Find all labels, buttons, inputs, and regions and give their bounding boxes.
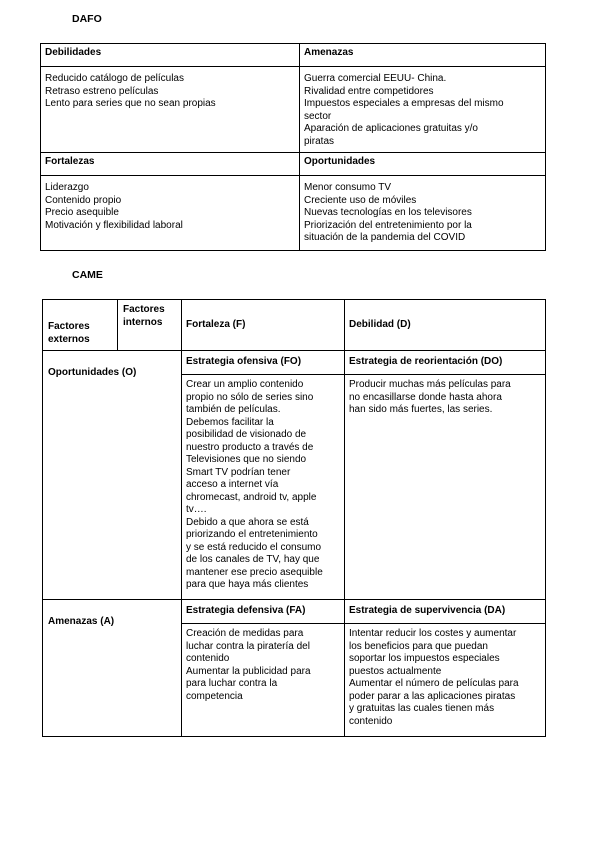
debilidades-header: Debilidades bbox=[41, 44, 300, 67]
list-item: sector bbox=[304, 110, 332, 122]
list-item: piratas bbox=[304, 135, 335, 147]
list-item: Lento para series que no sean propias bbox=[45, 98, 216, 109]
fortalezas-list bbox=[41, 176, 300, 251]
col-fortaleza: Fortaleza (F) bbox=[182, 300, 345, 351]
col-debilidad: Debilidad (D) bbox=[345, 300, 546, 351]
list-item: Precio asequible bbox=[45, 207, 119, 218]
came-title: CAME bbox=[72, 269, 103, 281]
fortalezas-header: Fortalezas bbox=[41, 153, 300, 176]
da-content: Intentar reducir los costes y aumentar los beneficios para que puedan soportar los impuestos especiales puestos actualmente Aumentar el número de películas para poder parar a las aplicaciones piratas y gratuitas las cuales tienen más contenido bbox=[345, 624, 546, 737]
list-item: Guerra comercial EEUU- China. bbox=[304, 73, 447, 84]
corner-internal: Factores internos bbox=[118, 300, 182, 351]
list-item: Retraso estreno películas bbox=[45, 85, 159, 97]
list-item: Rivalidad entre competidores bbox=[304, 85, 434, 97]
list-item: Menor consumo TV bbox=[304, 182, 392, 193]
dafo-title: DAFO bbox=[72, 13, 102, 25]
dafo-table bbox=[40, 43, 546, 251]
list-item: Motivación y flexibilidad laboral bbox=[45, 219, 183, 231]
amenazas-list bbox=[300, 67, 546, 153]
list-item: Creciente uso de móviles bbox=[304, 194, 417, 206]
corner-external: Factores externos bbox=[43, 300, 118, 351]
list-item: situación de la pandemia del COVID bbox=[304, 232, 466, 243]
list-item: Liderazgo bbox=[45, 182, 89, 193]
do-content: Producir muchas más películas para no encasillarse donde hasta ahora han sido más fuertes, las series. bbox=[345, 375, 546, 600]
list-item: Priorización del entretenimiento por la bbox=[304, 219, 472, 231]
list-item: Aparación de aplicaciones gratuitas y/o bbox=[304, 123, 478, 134]
came-table bbox=[42, 299, 546, 737]
da-header: Estrategia de supervivencia (DA) bbox=[345, 600, 546, 624]
oportunidades-header: Oportunidades bbox=[300, 153, 546, 176]
fo-content: Crear un amplio contenido propio no sólo de series sino también de películas. Debemos facilitar la posibilidad de visionado de nuestro producto a través de Televisiones que no siendo Smart TV podrían tener acceso a internet vía chromecast, android tv, apple tv…. Debido a que ahora se está priorizando el entretenimiento y se está reducido el consumo de los canales de TV, hay que mantener ese precio asequible para que haya más clientes bbox=[182, 375, 345, 600]
row-amenazas: Amenazas (A) bbox=[43, 600, 182, 737]
list-item: Contenido propio bbox=[45, 194, 122, 206]
row-oportunidades: Oportunidades (O) bbox=[43, 351, 182, 600]
do-header: Estrategia de reorientación (DO) bbox=[345, 351, 546, 375]
fa-content: Creación de medidas para luchar contra la piratería del contenido Aumentar la publicidad para para luchar contra la competencia bbox=[182, 624, 345, 737]
fo-header: Estrategia ofensiva (FO) bbox=[182, 351, 345, 375]
list-item: Nuevas tecnologías en los televisores bbox=[304, 207, 472, 218]
list-item: Reducido catálogo de películas bbox=[45, 73, 184, 84]
debilidades-list bbox=[41, 67, 300, 153]
list-item: Impuestos especiales a empresas del mismo bbox=[304, 98, 504, 109]
oportunidades-list bbox=[300, 176, 546, 251]
fa-header: Estrategia defensiva (FA) bbox=[182, 600, 345, 624]
amenazas-header: Amenazas bbox=[300, 44, 546, 67]
